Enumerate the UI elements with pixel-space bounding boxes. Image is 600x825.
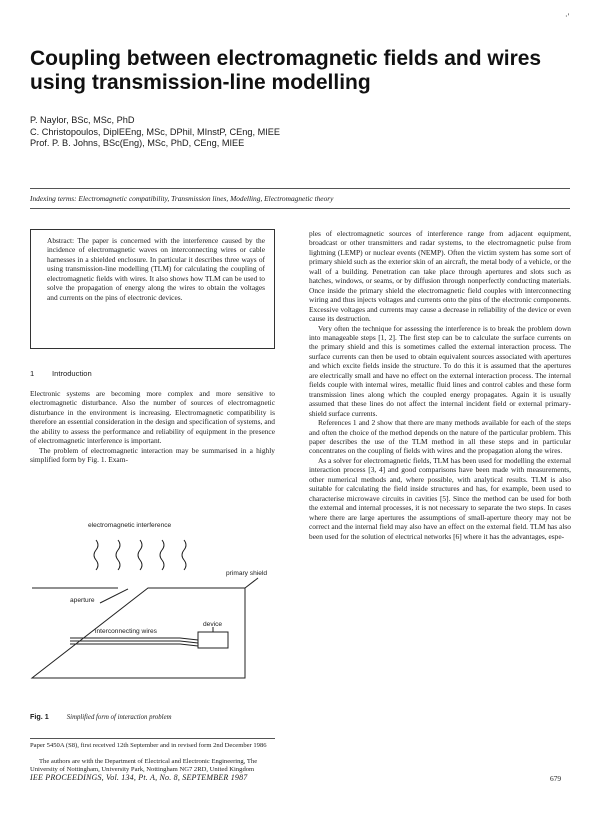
- wave-2: [116, 540, 120, 570]
- wave-5: [182, 540, 186, 570]
- journal-footer: IEE PROCEEDINGS, Vol. 134, Pt. A, No. 8, SEPTEMBER 1987: [30, 773, 248, 782]
- corner-mark: ·′: [565, 12, 570, 21]
- device-box: [198, 632, 228, 648]
- figure-caption: [30, 712, 172, 721]
- wave-3: [138, 540, 142, 570]
- footnote-affiliation: The authors are with the Department of Electrical and Electronic Engineering, The University of Nottingham, University Park, Nottingham NG7 2RD, United Kingdom: [30, 758, 258, 774]
- interconnecting-wire-1: [70, 638, 198, 640]
- section-title: Introduction: [52, 369, 92, 378]
- interconnecting-wire-3: [70, 644, 198, 646]
- figure-caption-text: Simplified form of interaction problem: [66, 714, 172, 721]
- author-3: Prof. P. B. Johns, BSc(Eng), MSc, PhD, CEng, MIEE: [30, 138, 245, 148]
- footnote-received: Paper 5450A (S8), first received 12th September and in revised form 2nd December 1986: [30, 742, 267, 749]
- right-column-text: [309, 229, 571, 541]
- left-column-text: [30, 389, 275, 465]
- section-number: 1: [30, 369, 35, 378]
- indexing-top-rule: [30, 188, 570, 189]
- figure-1-diagram: [30, 510, 280, 705]
- aperture-leader-line: [100, 589, 128, 603]
- wave-1: [94, 540, 98, 570]
- author-2: C. Christopoulos, DiplEEng, MSc, DPhil, MInstP, CEng, MIEE: [30, 126, 281, 137]
- wave-4: [160, 540, 164, 570]
- title-line-2: using transmission-line modelling: [30, 71, 371, 94]
- indexing-bottom-rule: [30, 208, 570, 209]
- label-interconnecting-wires: interconnecting wires: [95, 628, 157, 635]
- right-paragraph-4: As a solver for electromagnetic fields, TLM has been used for modelling the external interaction process [3, 4] and good comparisons have been made with measurements, other numerical methods and, where possible, with analytical results. TLM is also suitable for calculating the field inside structures and has, for example, been used to characterise microwave circuits in cavities [5]. Since the method can be used for both the external and internal processes, it is not necessary to separate the two steps. In cases where there are large apertures the assumptions of small-aperture theory may not be correct and the internal field may also have an effect on the external field. TLM has also been used for the solution of electrical networks [6] where it has the advantages, espe-: [309, 455, 571, 541]
- interconnecting-wire-2: [70, 641, 198, 643]
- left-paragraph-1: Electronic systems are becoming more complex and more sensitive to electromagnetic disturbance. Also the number of sources of electromagnetic disturbance in the environment is increasing. Electromagnetic compatibility is therefore an essential consideration in the design and specification of systems, and the ability to assess the performance and reliability of equipment in the presence of electromagnetic interference is important.: [30, 389, 275, 446]
- paper-title: [30, 47, 580, 95]
- section-heading: [30, 369, 92, 378]
- indexing-terms: Indexing terms: Electromagnetic compatibility, Transmission lines, Modelling, Electromagnetic theory: [30, 194, 334, 203]
- right-paragraph-3: References 1 and 2 show that there are many methods available for each of the steps and often the choice of the method depends on the nature of the particular problem. This paper describes the use of the TLM method in all these steps and in particular concentrates on the coupling of fields with wires and the propagation along the wires.: [309, 418, 571, 456]
- label-primary-shield: primary shield: [226, 570, 268, 577]
- right-paragraph-2: Very often the technique for assessing the interference is to break the problem down into manageable steps [1, 2]. The first step can be to calculate the surface currents on the primary shield and this is sometimes called the external interaction process. The surface currents can then be used to obtain equivalent sources associated with apertures and which excite fields inside the structure. To do this it is assumed that the apertures are electrically small and have no effect on the external interaction process. The internal fields couple with internal wires, metallic fluid lines and control cables and these form transmission lines along which the coupled energy propagates. Again it is usually assumed that these lines do not affect the internal incident field or external primary-shield surface currents.: [309, 323, 571, 418]
- label-aperture: aperture: [70, 597, 95, 604]
- abstract-text: Abstract: The paper is concerned with the interference caused by the incidence of electromagnetic waves on interconnecting wires or cable harnesses in a shielded enclosure. In particular it describes three ways of using transmission-line modelling (TLM) for calculating the coupling of electromagnetic fields with wires. It also shows how TLM can be used to solve the propagation of energy along the wires to obtain the voltages and currents on the pins of electronic devices.: [47, 236, 265, 302]
- author-1: P. Naylor, BSc, MSc, PhD: [30, 115, 135, 125]
- label-electromagnetic-interference: electromagnetic interference: [88, 522, 172, 529]
- title-line-1: Coupling between electromagnetic fields and wires: [30, 47, 542, 70]
- left-paragraph-2: The problem of electromagnetic interaction may be summarised in a highly simplified form by Fig. 1. Exam-: [30, 445, 275, 465]
- figure-number: Fig. 1: [30, 712, 49, 721]
- author-list: [30, 115, 280, 150]
- shield-leader-line: [245, 578, 258, 588]
- right-paragraph-1: ples of electromagnetic sources of interference range from adjacent equipment, broadcast or other transmitters and radar systems, to the electromagnetic pulse from lightning (LEMP) or nuclear events (NEMP). Often the victim system has some sort of primary shield such as the exterior skin of an aircraft, the metal body of a vehicle, or the wall of a building. Penetration can take place through apertures and slots such as hatches, windows, or seams, or by diffusion through nonperfectly conducting materials. Once inside the primary shield the electromagnetic field couples with interconnecting wiring and thus injects voltages and currents onto the pins of the electronic components. Excessive voltages and currents may cause a decrease in reliability of the device or even cause its destruction.: [309, 229, 571, 324]
- page-number: 679: [550, 774, 562, 783]
- label-device: device: [203, 621, 223, 628]
- footnote-rule: [30, 738, 275, 739]
